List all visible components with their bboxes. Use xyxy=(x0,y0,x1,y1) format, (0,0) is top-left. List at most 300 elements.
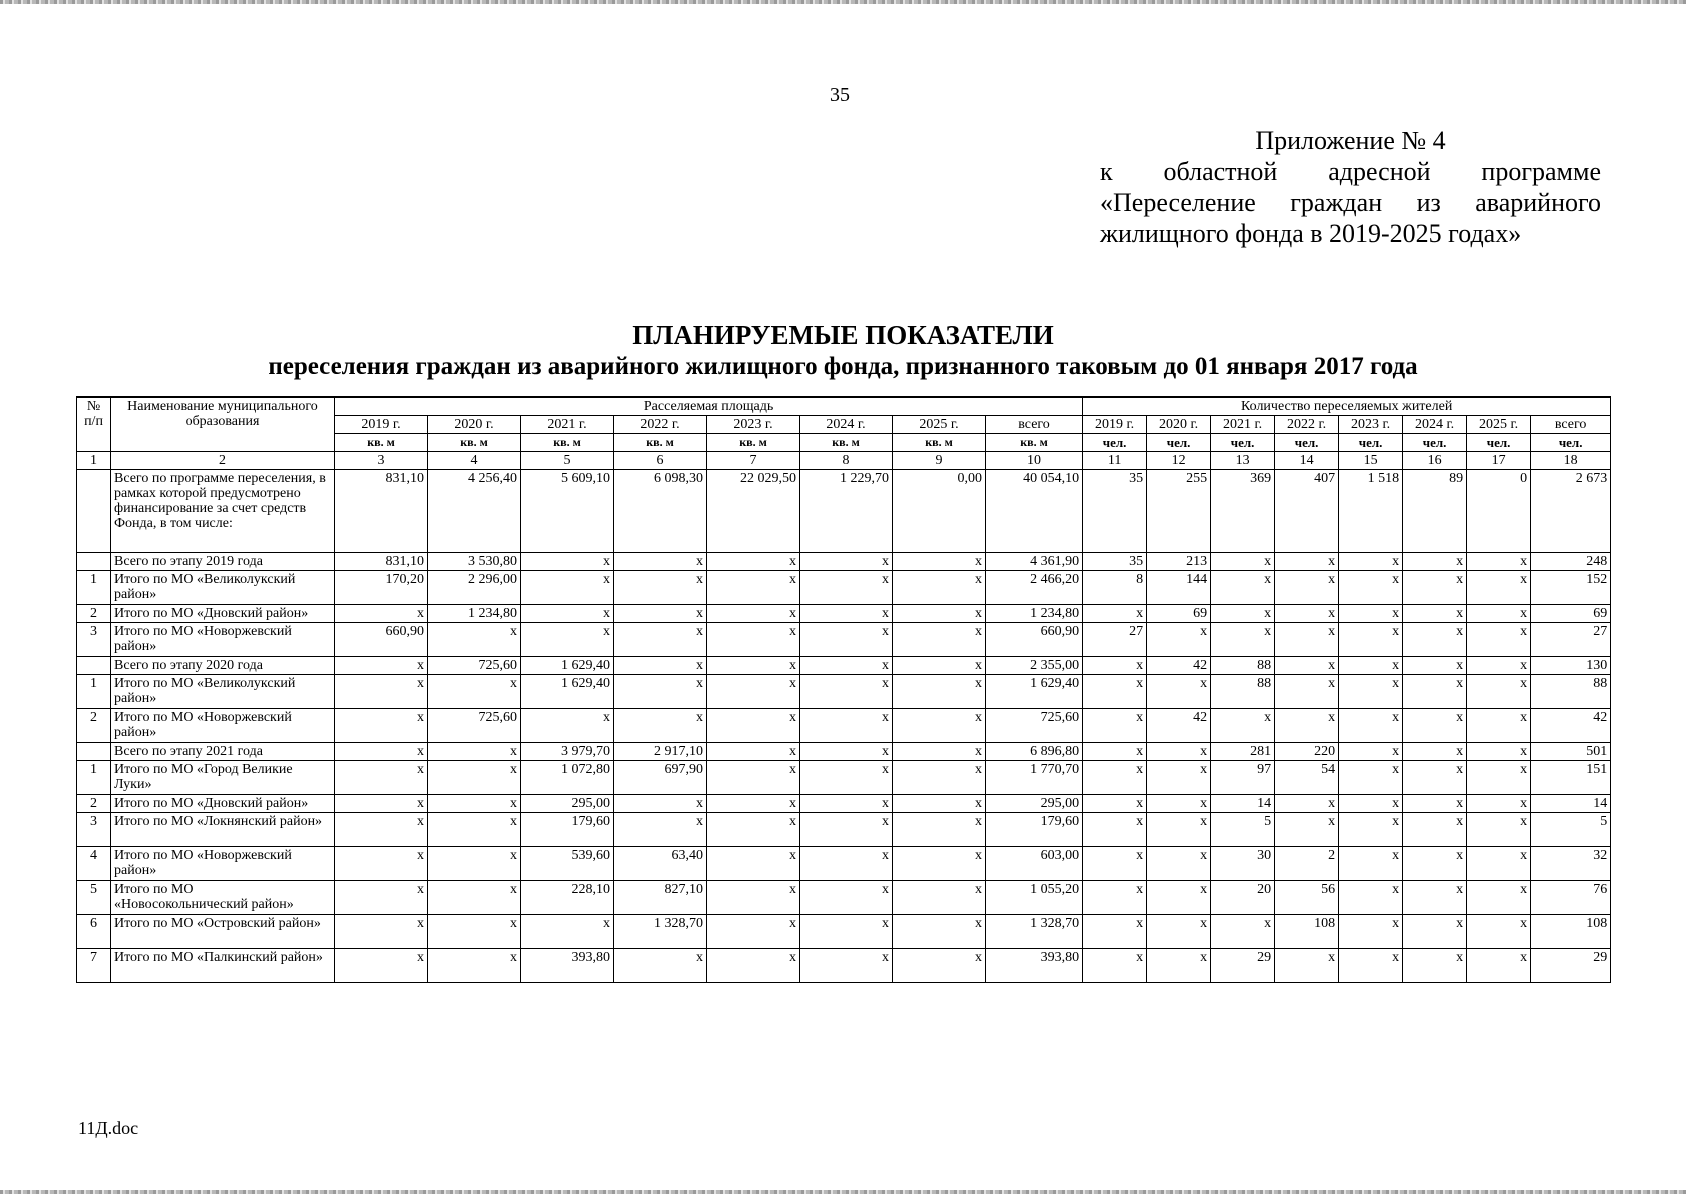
value-cell: 179,60 xyxy=(986,813,1083,847)
value-cell: 5 xyxy=(1211,813,1275,847)
value-cell: 393,80 xyxy=(521,949,614,983)
value-cell: x xyxy=(335,949,428,983)
value-cell: 831,10 xyxy=(335,553,428,571)
header-unit: кв. м xyxy=(614,434,707,452)
municipality-name-cell: Итого по МО «Новоржевский район» xyxy=(111,847,335,881)
value-cell: x xyxy=(1147,813,1211,847)
header-year: 2019 г. xyxy=(335,416,428,434)
header-unit: кв. м xyxy=(800,434,893,452)
value-cell: 29 xyxy=(1211,949,1275,983)
value-cell: 4 361,90 xyxy=(986,553,1083,571)
value-cell: x xyxy=(1403,847,1467,881)
municipality-name-cell: Итого по МО «Дновский район» xyxy=(111,605,335,623)
value-cell: x xyxy=(1403,657,1467,675)
value-cell: 1 629,40 xyxy=(521,657,614,675)
row-index-cell xyxy=(77,470,111,553)
header-unit: кв. м xyxy=(335,434,428,452)
value-cell: x xyxy=(707,915,800,949)
value-cell: 54 xyxy=(1275,761,1339,795)
value-cell: x xyxy=(1275,657,1339,675)
municipality-name-cell: Итого по МО «Новосокольнический район» xyxy=(111,881,335,915)
header-column-number: 12 xyxy=(1147,452,1211,470)
table-row xyxy=(77,881,1611,915)
value-cell: 6 896,80 xyxy=(986,743,1083,761)
value-cell: x xyxy=(1211,623,1275,657)
value-cell: x xyxy=(893,915,986,949)
value-cell: x xyxy=(1147,915,1211,949)
header-column-number: 18 xyxy=(1531,452,1611,470)
municipality-name-cell: Итого по МО «Дновский район» xyxy=(111,795,335,813)
value-cell: x xyxy=(800,743,893,761)
value-cell: 35 xyxy=(1083,470,1147,553)
value-cell: x xyxy=(614,571,707,605)
value-cell: x xyxy=(1211,571,1275,605)
value-cell: x xyxy=(707,795,800,813)
value-cell: 42 xyxy=(1147,709,1211,743)
value-cell: x xyxy=(893,553,986,571)
table-row xyxy=(77,915,1611,949)
value-cell: x xyxy=(335,761,428,795)
value-cell: 295,00 xyxy=(986,795,1083,813)
value-cell: x xyxy=(707,657,800,675)
row-index-cell: 2 xyxy=(77,709,111,743)
value-cell: x xyxy=(1083,881,1147,915)
value-cell: x xyxy=(1467,795,1531,813)
appendix-line-3: «Переселение граждан из аварийного xyxy=(1100,188,1601,217)
value-cell: x xyxy=(1403,675,1467,709)
appendix-line-4: жилищного фонда в 2019-2025 годах» xyxy=(1100,219,1522,248)
value-cell: x xyxy=(1211,553,1275,571)
value-cell: x xyxy=(1467,709,1531,743)
value-cell: 1 629,40 xyxy=(986,675,1083,709)
value-cell: x xyxy=(893,623,986,657)
value-cell: x xyxy=(335,675,428,709)
value-cell: x xyxy=(428,761,521,795)
municipality-name-cell: Всего по этапу 2020 года xyxy=(111,657,335,675)
value-cell: x xyxy=(707,949,800,983)
value-cell: x xyxy=(893,675,986,709)
header-column-number: 11 xyxy=(1083,452,1147,470)
value-cell: x xyxy=(521,623,614,657)
value-cell: x xyxy=(800,571,893,605)
value-cell: x xyxy=(707,571,800,605)
header-column-number: 7 xyxy=(707,452,800,470)
value-cell: x xyxy=(893,949,986,983)
value-cell: x xyxy=(1339,761,1403,795)
value-cell: 76 xyxy=(1531,881,1611,915)
table-row xyxy=(77,605,1611,623)
value-cell: x xyxy=(800,553,893,571)
value-cell: 130 xyxy=(1531,657,1611,675)
header-unit: чел. xyxy=(1147,434,1211,452)
value-cell: x xyxy=(1083,847,1147,881)
value-cell: x xyxy=(1083,761,1147,795)
header-name: Наименование муниципального образования xyxy=(111,397,335,452)
table-row xyxy=(77,657,1611,675)
value-cell: x xyxy=(1083,795,1147,813)
table-row xyxy=(77,761,1611,795)
value-cell: x xyxy=(335,881,428,915)
value-cell: x xyxy=(800,795,893,813)
table-row xyxy=(77,470,1611,553)
value-cell: x xyxy=(800,761,893,795)
value-cell: x xyxy=(428,847,521,881)
value-cell: 27 xyxy=(1083,623,1147,657)
value-cell: 660,90 xyxy=(986,623,1083,657)
table-row xyxy=(77,623,1611,657)
value-cell: 89 xyxy=(1403,470,1467,553)
value-cell: 179,60 xyxy=(521,813,614,847)
value-cell: 97 xyxy=(1211,761,1275,795)
value-cell: x xyxy=(893,709,986,743)
value-cell: 35 xyxy=(1083,553,1147,571)
value-cell: x xyxy=(428,881,521,915)
header-year: всего xyxy=(1531,416,1611,434)
value-cell: x xyxy=(707,881,800,915)
table-row xyxy=(77,709,1611,743)
header-year: 2023 г. xyxy=(1339,416,1403,434)
value-cell: x xyxy=(1275,949,1339,983)
value-cell: 725,60 xyxy=(986,709,1083,743)
value-cell: x xyxy=(614,675,707,709)
value-cell: x xyxy=(335,813,428,847)
value-cell: 22 029,50 xyxy=(707,470,800,553)
municipality-name-cell: Итого по МО «Великолукский район» xyxy=(111,675,335,709)
table-body xyxy=(77,470,1611,983)
document-subtitle: переселения граждан из аварийного жилищного фонда, признанного таковым до 01 января 2017 года xyxy=(268,353,1418,380)
value-cell: 20 xyxy=(1211,881,1275,915)
value-cell: x xyxy=(707,709,800,743)
value-cell: x xyxy=(800,949,893,983)
value-cell: 3 979,70 xyxy=(521,743,614,761)
value-cell: x xyxy=(1467,813,1531,847)
value-cell: 1 629,40 xyxy=(521,675,614,709)
value-cell: x xyxy=(1147,847,1211,881)
table-row xyxy=(77,949,1611,983)
header-column-number: 2 xyxy=(111,452,335,470)
header-column-number: 8 xyxy=(800,452,893,470)
value-cell: x xyxy=(428,915,521,949)
header-column-number: 6 xyxy=(614,452,707,470)
value-cell: x xyxy=(893,571,986,605)
value-cell: x xyxy=(614,623,707,657)
value-cell: x xyxy=(1083,605,1147,623)
value-cell: 40 054,10 xyxy=(986,470,1083,553)
value-cell: 2 355,00 xyxy=(986,657,1083,675)
value-cell: x xyxy=(335,915,428,949)
value-cell: 88 xyxy=(1211,657,1275,675)
document-title: ПЛАНИРУЕМЫЕ ПОКАЗАТЕЛИ xyxy=(632,320,1054,350)
row-index-cell: 2 xyxy=(77,605,111,623)
value-cell: x xyxy=(707,743,800,761)
value-cell: x xyxy=(1083,915,1147,949)
header-column-number: 17 xyxy=(1467,452,1531,470)
header-unit: чел. xyxy=(1275,434,1339,452)
value-cell: x xyxy=(1083,949,1147,983)
header-column-number: 5 xyxy=(521,452,614,470)
value-cell: x xyxy=(521,553,614,571)
header-unit: чел. xyxy=(1083,434,1147,452)
value-cell: x xyxy=(1403,915,1467,949)
header-column-number: 4 xyxy=(428,452,521,470)
value-cell: 2 466,20 xyxy=(986,571,1083,605)
value-cell: x xyxy=(521,605,614,623)
table-row xyxy=(77,847,1611,881)
value-cell: x xyxy=(1339,571,1403,605)
table-row xyxy=(77,743,1611,761)
value-cell: 2 673 xyxy=(1531,470,1611,553)
value-cell: x xyxy=(428,623,521,657)
value-cell: x xyxy=(800,847,893,881)
value-cell: x xyxy=(707,847,800,881)
value-cell: 88 xyxy=(1211,675,1275,709)
value-cell: x xyxy=(800,605,893,623)
value-cell: x xyxy=(1147,675,1211,709)
row-index-cell: 2 xyxy=(77,795,111,813)
header-column-numbers-row xyxy=(77,452,1611,470)
value-cell: x xyxy=(893,795,986,813)
row-index-cell: 5 xyxy=(77,881,111,915)
value-cell: x xyxy=(1403,623,1467,657)
value-cell: 6 098,30 xyxy=(614,470,707,553)
header-unit: кв. м xyxy=(428,434,521,452)
value-cell: x xyxy=(1083,675,1147,709)
value-cell: 725,60 xyxy=(428,709,521,743)
value-cell: x xyxy=(1275,571,1339,605)
value-cell: 697,90 xyxy=(614,761,707,795)
row-index-cell xyxy=(77,553,111,571)
value-cell: x xyxy=(1467,657,1531,675)
value-cell: x xyxy=(1339,881,1403,915)
municipality-name-cell: Всего по этапу 2019 года xyxy=(111,553,335,571)
table-row xyxy=(77,675,1611,709)
value-cell: x xyxy=(614,709,707,743)
value-cell: 1 234,80 xyxy=(428,605,521,623)
value-cell: 827,10 xyxy=(614,881,707,915)
header-year: 2025 г. xyxy=(893,416,986,434)
value-cell: x xyxy=(800,881,893,915)
value-cell: x xyxy=(614,949,707,983)
value-cell: x xyxy=(893,881,986,915)
value-cell: x xyxy=(1339,553,1403,571)
value-cell: 255 xyxy=(1147,470,1211,553)
value-cell: x xyxy=(428,795,521,813)
header-unit: кв. м xyxy=(986,434,1083,452)
value-cell: x xyxy=(521,915,614,949)
value-cell: 27 xyxy=(1531,623,1611,657)
header-num: № п/п xyxy=(77,397,111,452)
value-cell: x xyxy=(1083,709,1147,743)
value-cell: x xyxy=(521,709,614,743)
value-cell: x xyxy=(800,709,893,743)
value-cell: 1 328,70 xyxy=(986,915,1083,949)
value-cell: x xyxy=(428,675,521,709)
value-cell: x xyxy=(707,675,800,709)
value-cell: x xyxy=(1467,949,1531,983)
value-cell: x xyxy=(335,743,428,761)
value-cell: x xyxy=(1467,915,1531,949)
header-column-number: 3 xyxy=(335,452,428,470)
header-column-number: 13 xyxy=(1211,452,1275,470)
appendix-line-2: к областной адресной программе xyxy=(1100,157,1601,186)
value-cell: 29 xyxy=(1531,949,1611,983)
value-cell: 108 xyxy=(1275,915,1339,949)
value-cell: 170,20 xyxy=(335,571,428,605)
value-cell: 393,80 xyxy=(986,949,1083,983)
row-index-cell: 4 xyxy=(77,847,111,881)
value-cell: x xyxy=(335,795,428,813)
value-cell: x xyxy=(428,813,521,847)
value-cell: x xyxy=(1211,915,1275,949)
value-cell: 42 xyxy=(1531,709,1611,743)
value-cell: x xyxy=(1275,813,1339,847)
header-unit: кв. м xyxy=(521,434,614,452)
value-cell: 1 328,70 xyxy=(614,915,707,949)
value-cell: x xyxy=(707,623,800,657)
municipality-name-cell: Итого по МО «Город Великие Луки» xyxy=(111,761,335,795)
value-cell: x xyxy=(893,605,986,623)
value-cell: x xyxy=(335,657,428,675)
value-cell: x xyxy=(1275,553,1339,571)
value-cell: x xyxy=(800,623,893,657)
header-area-group: Расселяемая площадь xyxy=(335,397,1083,416)
value-cell: 603,00 xyxy=(986,847,1083,881)
value-cell: 0 xyxy=(1467,470,1531,553)
value-cell: x xyxy=(1403,949,1467,983)
scan-bottom-edge xyxy=(0,1190,1686,1194)
header-unit: чел. xyxy=(1467,434,1531,452)
value-cell: x xyxy=(614,605,707,623)
header-unit: чел. xyxy=(1531,434,1611,452)
value-cell: 501 xyxy=(1531,743,1611,761)
value-cell: 108 xyxy=(1531,915,1611,949)
value-cell: x xyxy=(1275,605,1339,623)
header-unit: кв. м xyxy=(707,434,800,452)
value-cell: x xyxy=(893,761,986,795)
value-cell: 88 xyxy=(1531,675,1611,709)
value-cell: x xyxy=(1275,675,1339,709)
header-year: 2025 г. xyxy=(1467,416,1531,434)
header-year: 2019 г. xyxy=(1083,416,1147,434)
value-cell: x xyxy=(1467,605,1531,623)
page-number: 35 xyxy=(830,84,850,106)
value-cell: 369 xyxy=(1211,470,1275,553)
value-cell: x xyxy=(1467,571,1531,605)
header-column-number: 9 xyxy=(893,452,986,470)
value-cell: x xyxy=(1339,743,1403,761)
value-cell: 295,00 xyxy=(521,795,614,813)
value-cell: x xyxy=(1403,571,1467,605)
value-cell: x xyxy=(1403,881,1467,915)
header-year: 2021 г. xyxy=(521,416,614,434)
header-year: 2021 г. xyxy=(1211,416,1275,434)
value-cell: x xyxy=(1147,761,1211,795)
row-index-cell: 7 xyxy=(77,949,111,983)
table-row xyxy=(77,553,1611,571)
value-cell: x xyxy=(428,743,521,761)
value-cell: 14 xyxy=(1531,795,1611,813)
value-cell: x xyxy=(1211,605,1275,623)
header-column-number: 15 xyxy=(1339,452,1403,470)
value-cell: x xyxy=(1403,709,1467,743)
appendix-title: Приложение № 4 xyxy=(1255,126,1446,155)
indicators-table xyxy=(76,396,1611,983)
municipality-name-cell: Итого по МО «Локнянский район» xyxy=(111,813,335,847)
value-cell: 56 xyxy=(1275,881,1339,915)
value-cell: x xyxy=(1339,847,1403,881)
value-cell: 228,10 xyxy=(521,881,614,915)
value-cell: x xyxy=(1275,709,1339,743)
value-cell: 725,60 xyxy=(428,657,521,675)
value-cell: 1 770,70 xyxy=(986,761,1083,795)
header-unit: чел. xyxy=(1211,434,1275,452)
value-cell: x xyxy=(1275,795,1339,813)
header-year: всего xyxy=(986,416,1083,434)
value-cell: 2 296,00 xyxy=(428,571,521,605)
header-year: 2020 г. xyxy=(428,416,521,434)
value-cell: x xyxy=(1083,743,1147,761)
value-cell: x xyxy=(1275,623,1339,657)
header-unit: кв. м xyxy=(893,434,986,452)
row-index-cell xyxy=(77,743,111,761)
row-index-cell: 3 xyxy=(77,623,111,657)
value-cell: 1 518 xyxy=(1339,470,1403,553)
value-cell: 30 xyxy=(1211,847,1275,881)
municipality-name-cell: Итого по МО «Новоржевский район» xyxy=(111,709,335,743)
value-cell: 152 xyxy=(1531,571,1611,605)
header-year: 2024 г. xyxy=(800,416,893,434)
value-cell: x xyxy=(614,795,707,813)
municipality-name-cell: Итого по МО «Островский район» xyxy=(111,915,335,949)
table-row xyxy=(77,795,1611,813)
value-cell: 69 xyxy=(1531,605,1611,623)
header-year: 2023 г. xyxy=(707,416,800,434)
value-cell: 407 xyxy=(1275,470,1339,553)
value-cell: x xyxy=(800,813,893,847)
value-cell: x xyxy=(1339,623,1403,657)
value-cell: 63,40 xyxy=(614,847,707,881)
value-cell: x xyxy=(893,813,986,847)
row-index-cell: 1 xyxy=(77,571,111,605)
value-cell: x xyxy=(1403,605,1467,623)
value-cell: x xyxy=(1147,743,1211,761)
row-index-cell xyxy=(77,657,111,675)
value-cell: 2 xyxy=(1275,847,1339,881)
value-cell: x xyxy=(1467,743,1531,761)
value-cell: x xyxy=(335,847,428,881)
value-cell: x xyxy=(1147,949,1211,983)
value-cell: x xyxy=(800,657,893,675)
value-cell: x xyxy=(614,813,707,847)
municipality-name-cell: Всего по программе переселения, в рамках которой предусмотрено финансирование за счет средств Фонда, в том числе: xyxy=(111,470,335,553)
value-cell: x xyxy=(1403,761,1467,795)
header-column-number: 1 xyxy=(77,452,111,470)
table-row xyxy=(77,571,1611,605)
value-cell: x xyxy=(1339,795,1403,813)
value-cell: x xyxy=(335,709,428,743)
row-index-cell: 1 xyxy=(77,761,111,795)
value-cell: x xyxy=(1467,623,1531,657)
value-cell: x xyxy=(1147,795,1211,813)
value-cell: x xyxy=(1339,605,1403,623)
value-cell: 4 256,40 xyxy=(428,470,521,553)
value-cell: x xyxy=(707,605,800,623)
value-cell: 42 xyxy=(1147,657,1211,675)
value-cell: 660,90 xyxy=(335,623,428,657)
appendix-block xyxy=(1100,125,1601,249)
value-cell: 14 xyxy=(1211,795,1275,813)
value-cell: x xyxy=(1339,657,1403,675)
